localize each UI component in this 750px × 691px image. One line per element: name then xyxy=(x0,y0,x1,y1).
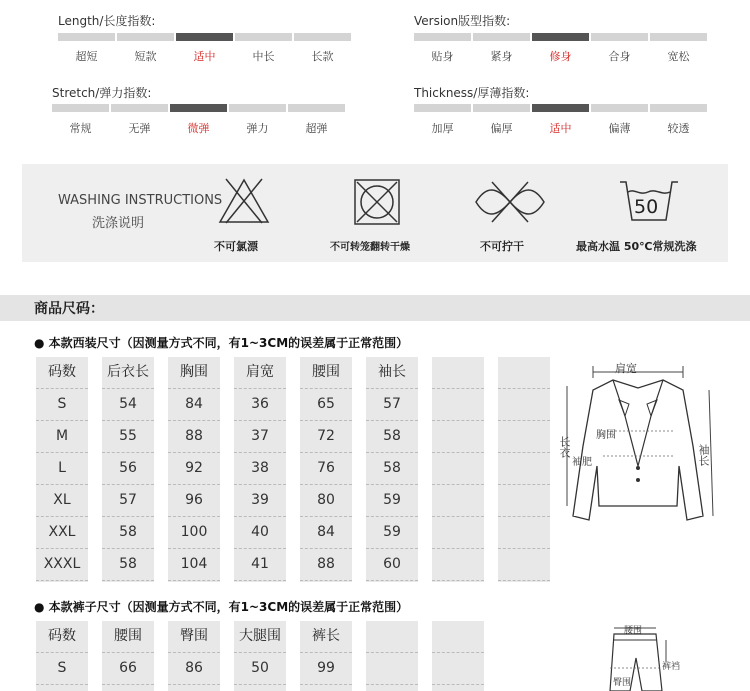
pants-size-note: ● 本款裤子尺寸（因测量方式不同，有1~3CM的误差属于正常范围） xyxy=(34,600,409,614)
pants-table-empty-cell xyxy=(366,621,418,653)
shoulder-label: 肩宽 xyxy=(615,362,637,375)
suit-table-cell: 41 xyxy=(234,549,286,581)
suit-table-cell: 96 xyxy=(168,485,220,517)
thickness-index-segment xyxy=(473,104,530,112)
stretch-index-option: 常规 xyxy=(69,122,92,135)
suit-table-cell: 58 xyxy=(366,421,418,453)
length-index-title: Length/长度指数: xyxy=(58,14,156,28)
thickness-index-option: 偏薄 xyxy=(608,122,631,135)
length-index-bar xyxy=(58,33,351,41)
suit-table-cell: 88 xyxy=(168,421,220,453)
chest-label: 胸围 xyxy=(596,430,616,441)
suit-table-cell: XL xyxy=(36,485,88,517)
suit-table-cell: 58 xyxy=(366,453,418,485)
length-index-option: 超短 xyxy=(75,50,98,63)
suit-table-cell: 84 xyxy=(300,517,352,549)
pants-hip-label: 臀围 xyxy=(613,678,632,688)
suit-table-header: 肩宽 xyxy=(234,357,286,389)
version-index-option: 合身 xyxy=(608,50,631,63)
pants-table-cell: 99 xyxy=(300,653,352,685)
stretch-index-option: 微弹 xyxy=(187,122,210,135)
suit-table-cell: 60 xyxy=(366,549,418,581)
length-index-option: 中长 xyxy=(252,50,275,63)
stretch-index-option: 超弹 xyxy=(305,122,328,135)
no-bleach-icon xyxy=(218,177,270,225)
length-index-options xyxy=(58,48,351,64)
wash-temperature-value: 50 xyxy=(634,196,659,218)
suit-table-empty-cell xyxy=(432,517,484,549)
stretch-index-option: 弹力 xyxy=(246,122,269,135)
stretch-index-segment xyxy=(52,104,109,112)
pants-table-cell: 66 xyxy=(102,653,154,685)
thickness-index-option: 加厚 xyxy=(431,122,454,135)
suit-table-header: 码数 xyxy=(36,357,88,389)
version-index-segment xyxy=(650,33,707,41)
suit-table-cell: L xyxy=(36,453,88,485)
suit-table-cell: 100 xyxy=(168,517,220,549)
version-index-option: 紧身 xyxy=(490,50,513,63)
thickness-index-title: Thickness/厚薄指数: xyxy=(414,86,530,100)
stretch-index-segment xyxy=(170,104,227,112)
suit-table-cell: 65 xyxy=(300,389,352,421)
suit-table-cell: XXL xyxy=(36,517,88,549)
suit-table-cell: 104 xyxy=(168,549,220,581)
suit-table-cell: 59 xyxy=(366,485,418,517)
stretch-index-segment xyxy=(288,104,345,112)
suit-table-empty-cell xyxy=(432,389,484,421)
version-index-segment xyxy=(414,33,471,41)
suit-table-cell: 72 xyxy=(300,421,352,453)
pants-diagram xyxy=(596,618,692,691)
suit-table-empty-cell xyxy=(498,549,550,581)
version-index-segment xyxy=(591,33,648,41)
pants-table-cell: S xyxy=(36,653,88,685)
suit-table-empty-cell xyxy=(498,517,550,549)
pants-waist-label: 腰围 xyxy=(624,626,643,636)
sleeve-length-label: 袖长 xyxy=(697,444,710,466)
pants-table-empty-cell xyxy=(366,653,418,685)
no-wring-label: 不可拧干 xyxy=(480,240,524,253)
suit-table-empty-cell xyxy=(498,389,550,421)
version-index-title: Version版型指数: xyxy=(414,14,511,28)
pants-table-empty-cell xyxy=(432,653,484,685)
version-index-bar xyxy=(414,33,707,41)
version-index-segment xyxy=(532,33,589,41)
suit-table-header: 腰围 xyxy=(300,357,352,389)
pants-table-empty-cell xyxy=(432,621,484,653)
suit-table-cell: 92 xyxy=(168,453,220,485)
wash-temperature-label: 最高水温 50℃常规洗涤 xyxy=(576,240,697,253)
suit-table-empty-cell xyxy=(432,485,484,517)
suit-size-note: ● 本款西装尺寸（因测量方式不同，有1~3CM的误差属于正常范围） xyxy=(34,336,409,350)
suit-table-cell: 54 xyxy=(102,389,154,421)
pants-table-header: 大腿围 xyxy=(234,621,286,653)
version-index-option: 宽松 xyxy=(667,50,690,63)
stretch-index-title: Stretch/弹力指数: xyxy=(52,86,152,100)
size-section-title: 商品尺码： xyxy=(34,301,104,317)
suit-table-cell: 57 xyxy=(366,389,418,421)
size-section-header xyxy=(0,295,750,321)
thickness-index-option: 较透 xyxy=(667,122,690,135)
stretch-index-segment xyxy=(111,104,168,112)
stretch-index-options xyxy=(52,120,345,136)
pants-table-header: 腰围 xyxy=(102,621,154,653)
suit-table-empty-cell xyxy=(432,549,484,581)
thickness-index-options xyxy=(414,120,707,136)
thickness-index-segment xyxy=(650,104,707,112)
suit-table-cell: 36 xyxy=(234,389,286,421)
washing-title-en: WASHING INSTRUCTIONS xyxy=(58,193,223,208)
pants-rise-label: 裤裆 xyxy=(662,662,681,672)
suit-table-empty-cell xyxy=(432,453,484,485)
suit-table-cell: 80 xyxy=(300,485,352,517)
length-index-option: 适中 xyxy=(193,50,216,63)
suit-table-empty-cell xyxy=(432,421,484,453)
thickness-index-bar xyxy=(414,104,707,112)
suit-table-cell: 40 xyxy=(234,517,286,549)
length-index-option: 短款 xyxy=(134,50,157,63)
suit-table-empty-cell xyxy=(498,485,550,517)
suit-table-cell: 59 xyxy=(366,517,418,549)
length-index-segment xyxy=(176,33,233,41)
length-index-segment xyxy=(58,33,115,41)
length-index-segment xyxy=(235,33,292,41)
suit-table-header: 后衣长 xyxy=(102,357,154,389)
suit-table-header: 袖长 xyxy=(366,357,418,389)
washing-title-cn: 洗涤说明 xyxy=(92,216,145,231)
thickness-index-option: 偏厚 xyxy=(490,122,513,135)
suit-table-cell: XXXL xyxy=(36,549,88,581)
pants-table-header: 裤长 xyxy=(300,621,352,653)
no-tumble-dry-label: 不可转笼翻转干燥 xyxy=(330,242,410,253)
length-index-option: 长款 xyxy=(311,50,334,63)
pants-table-cell: 86 xyxy=(168,653,220,685)
stretch-index-option: 无弹 xyxy=(128,122,151,135)
suit-table-cell: 76 xyxy=(300,453,352,485)
thickness-index-option: 适中 xyxy=(549,122,572,135)
suit-table-cell: 39 xyxy=(234,485,286,517)
thickness-index-segment xyxy=(591,104,648,112)
suit-table-empty-cell xyxy=(498,421,550,453)
suit-table-empty-cell xyxy=(498,453,550,485)
suit-table-cell: 84 xyxy=(168,389,220,421)
suit-table-cell: 55 xyxy=(102,421,154,453)
suit-table-header: 胸围 xyxy=(168,357,220,389)
suit-table-cell: 37 xyxy=(234,421,286,453)
length-index-segment xyxy=(294,33,351,41)
thickness-index-segment xyxy=(532,104,589,112)
length-label: 长衣 xyxy=(558,436,571,458)
suit-table-cell: M xyxy=(36,421,88,453)
suit-table-cell: 58 xyxy=(102,517,154,549)
length-index-segment xyxy=(117,33,174,41)
version-index-option: 贴身 xyxy=(431,50,454,63)
suit-table-cell: 56 xyxy=(102,453,154,485)
stretch-index-bar xyxy=(52,104,345,112)
suit-table-cell: 88 xyxy=(300,549,352,581)
no-wring-icon xyxy=(472,180,548,224)
pants-table-header: 码数 xyxy=(36,621,88,653)
thickness-index-segment xyxy=(414,104,471,112)
suit-table-empty-cell xyxy=(432,357,484,389)
sleeve-width-label: 袖肥 xyxy=(572,457,592,468)
version-index-options xyxy=(414,48,707,64)
pants-table-cell: 50 xyxy=(234,653,286,685)
suit-table-cell: S xyxy=(36,389,88,421)
version-index-segment xyxy=(473,33,530,41)
stretch-index-segment xyxy=(229,104,286,112)
no-tumble-dry-icon xyxy=(353,178,403,226)
version-index-option: 修身 xyxy=(549,50,572,63)
suit-table-cell: 38 xyxy=(234,453,286,485)
no-bleach-label: 不可氯漂 xyxy=(214,240,258,253)
suit-table-empty-cell xyxy=(498,357,550,389)
suit-table-cell: 58 xyxy=(102,549,154,581)
suit-table-cell: 57 xyxy=(102,485,154,517)
pants-table-header: 臀围 xyxy=(168,621,220,653)
